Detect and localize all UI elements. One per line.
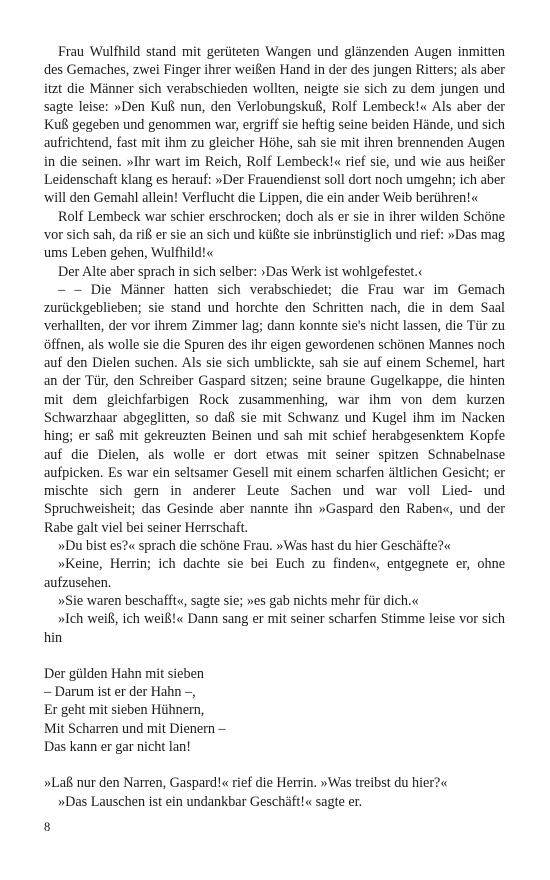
verse-line: – Darum ist er der Hahn –,: [44, 684, 196, 701]
verse-line: Das kann er gar nicht lan!: [44, 738, 191, 755]
verse-line: Er geht mit sieben Hühnern,: [44, 702, 205, 719]
page-body: [44, 43, 505, 811]
paragraph: »Keine, Herrin; ich dachte sie bei Euch zu finden«, entgegnete er, ohne aufzusehen.: [44, 556, 505, 591]
paragraph: Frau Wulfhild stand mit gerüteten Wangen und glänzenden Augen inmitten des Gemaches, zwei Finger ihrer weißen Hand in der des jungen Ritters; als aber itzt die Männer sich verabschieden wollten, neigte sie sich zu dem jungen und sagte leise: »Den Kuß nun, den Verlobungskuß, Rolf Lembeck!« Als aber der Kuß gegeben und genommen war, ergriff sie heftig seine beiden Hände, und sich aufrichtend, fast mit ihm zu gleicher Höhe, sah sie mit ihren brennenden Augen in die seinen. »Ihr wart im Reich, Rolf Lembeck!« rief sie, und wie aus heißer Leidenschaft klang es herauf: »Der Frauendienst soll dort noch umgehn; ich aber will den Gemahl allein! Verflucht die Lippen, die ein ander Weib berühren!«: [44, 44, 505, 207]
paragraph: »Laß nur den Narren, Gaspard!« rief die Herrin. »Was treibst du hier?«: [44, 775, 448, 792]
verse-line: Mit Scharren und mit Dienern –: [44, 720, 226, 737]
paragraph: »Sie waren beschafft«, sagte sie; »es gab nichts mehr für dich.«: [58, 592, 419, 609]
paragraph: – – Die Männer hatten sich verabschiedet; die Frau war im Gemach zurückgeblieben; sie stand und horchte den Schritten nach, die in dem Saal verhallten, der vor ihrem Zimmer lag; dann konnte sie's nicht lassen, die Tür zu öffnen, als wolle sie die Spuren des ihr eigen gewordenen schönen Mannes noch auf den Dielen suchen. Als sie sich umblickte, sah sie auf einem Schemel, hart an der Tür, den Schreiber Gaspard sitzen; seine braune Gugelkappe, die hinten mit dem gleichfarbigen Rock zusammenhing, war ihm von dem kurzen Schwarzhaar abgeglitten, so daß sie mit Schwanz und Kugel ihm im Nacken hing; er saß mit gekreuzten Beinen und sah mit schief herabgesenktem Kopfe auf die Dielen, als wolle er dort etwas mit seiner spitzen Schnabelnase aufpicken. Es war ein seltsamer Gesell mit einem scharfen ältlichen Gesicht; er mischte sich gern in anderer Leute Sachen und war voll Lied- und Spruchweisheit; das Gesinde aber nannte ihn »Gaspard den Raben«, und der Rabe galt viel bei seiner Herrschaft.: [44, 281, 505, 536]
paragraph: »Ich weiß, ich weiß!« Dann sang er mit seiner scharfen Stimme leise vor sich hin: [44, 611, 505, 646]
paragraph: Rolf Lembeck war schier erschrocken; doch als er sie in ihrer wilden Schöne vor sich sah, da riß er sie an sich und küßte sie inbrünstiglich und rief: »Das mag ums Leben gehen, Wulfhild!«: [44, 208, 505, 262]
paragraph: »Das Lauschen ist ein undankbar Geschäft!« sagte er.: [58, 793, 363, 810]
verse-line: Der gülden Hahn mit sieben: [44, 665, 204, 682]
verse-block: [44, 665, 505, 756]
paragraph: Der Alte aber sprach in sich selber: ›Das Werk ist wohlgefestet.‹: [58, 263, 423, 280]
page-number: 8: [44, 820, 51, 834]
paragraph: »Du bist es?« sprach die schöne Frau. »Was hast du hier Geschäfte?«: [58, 538, 451, 555]
